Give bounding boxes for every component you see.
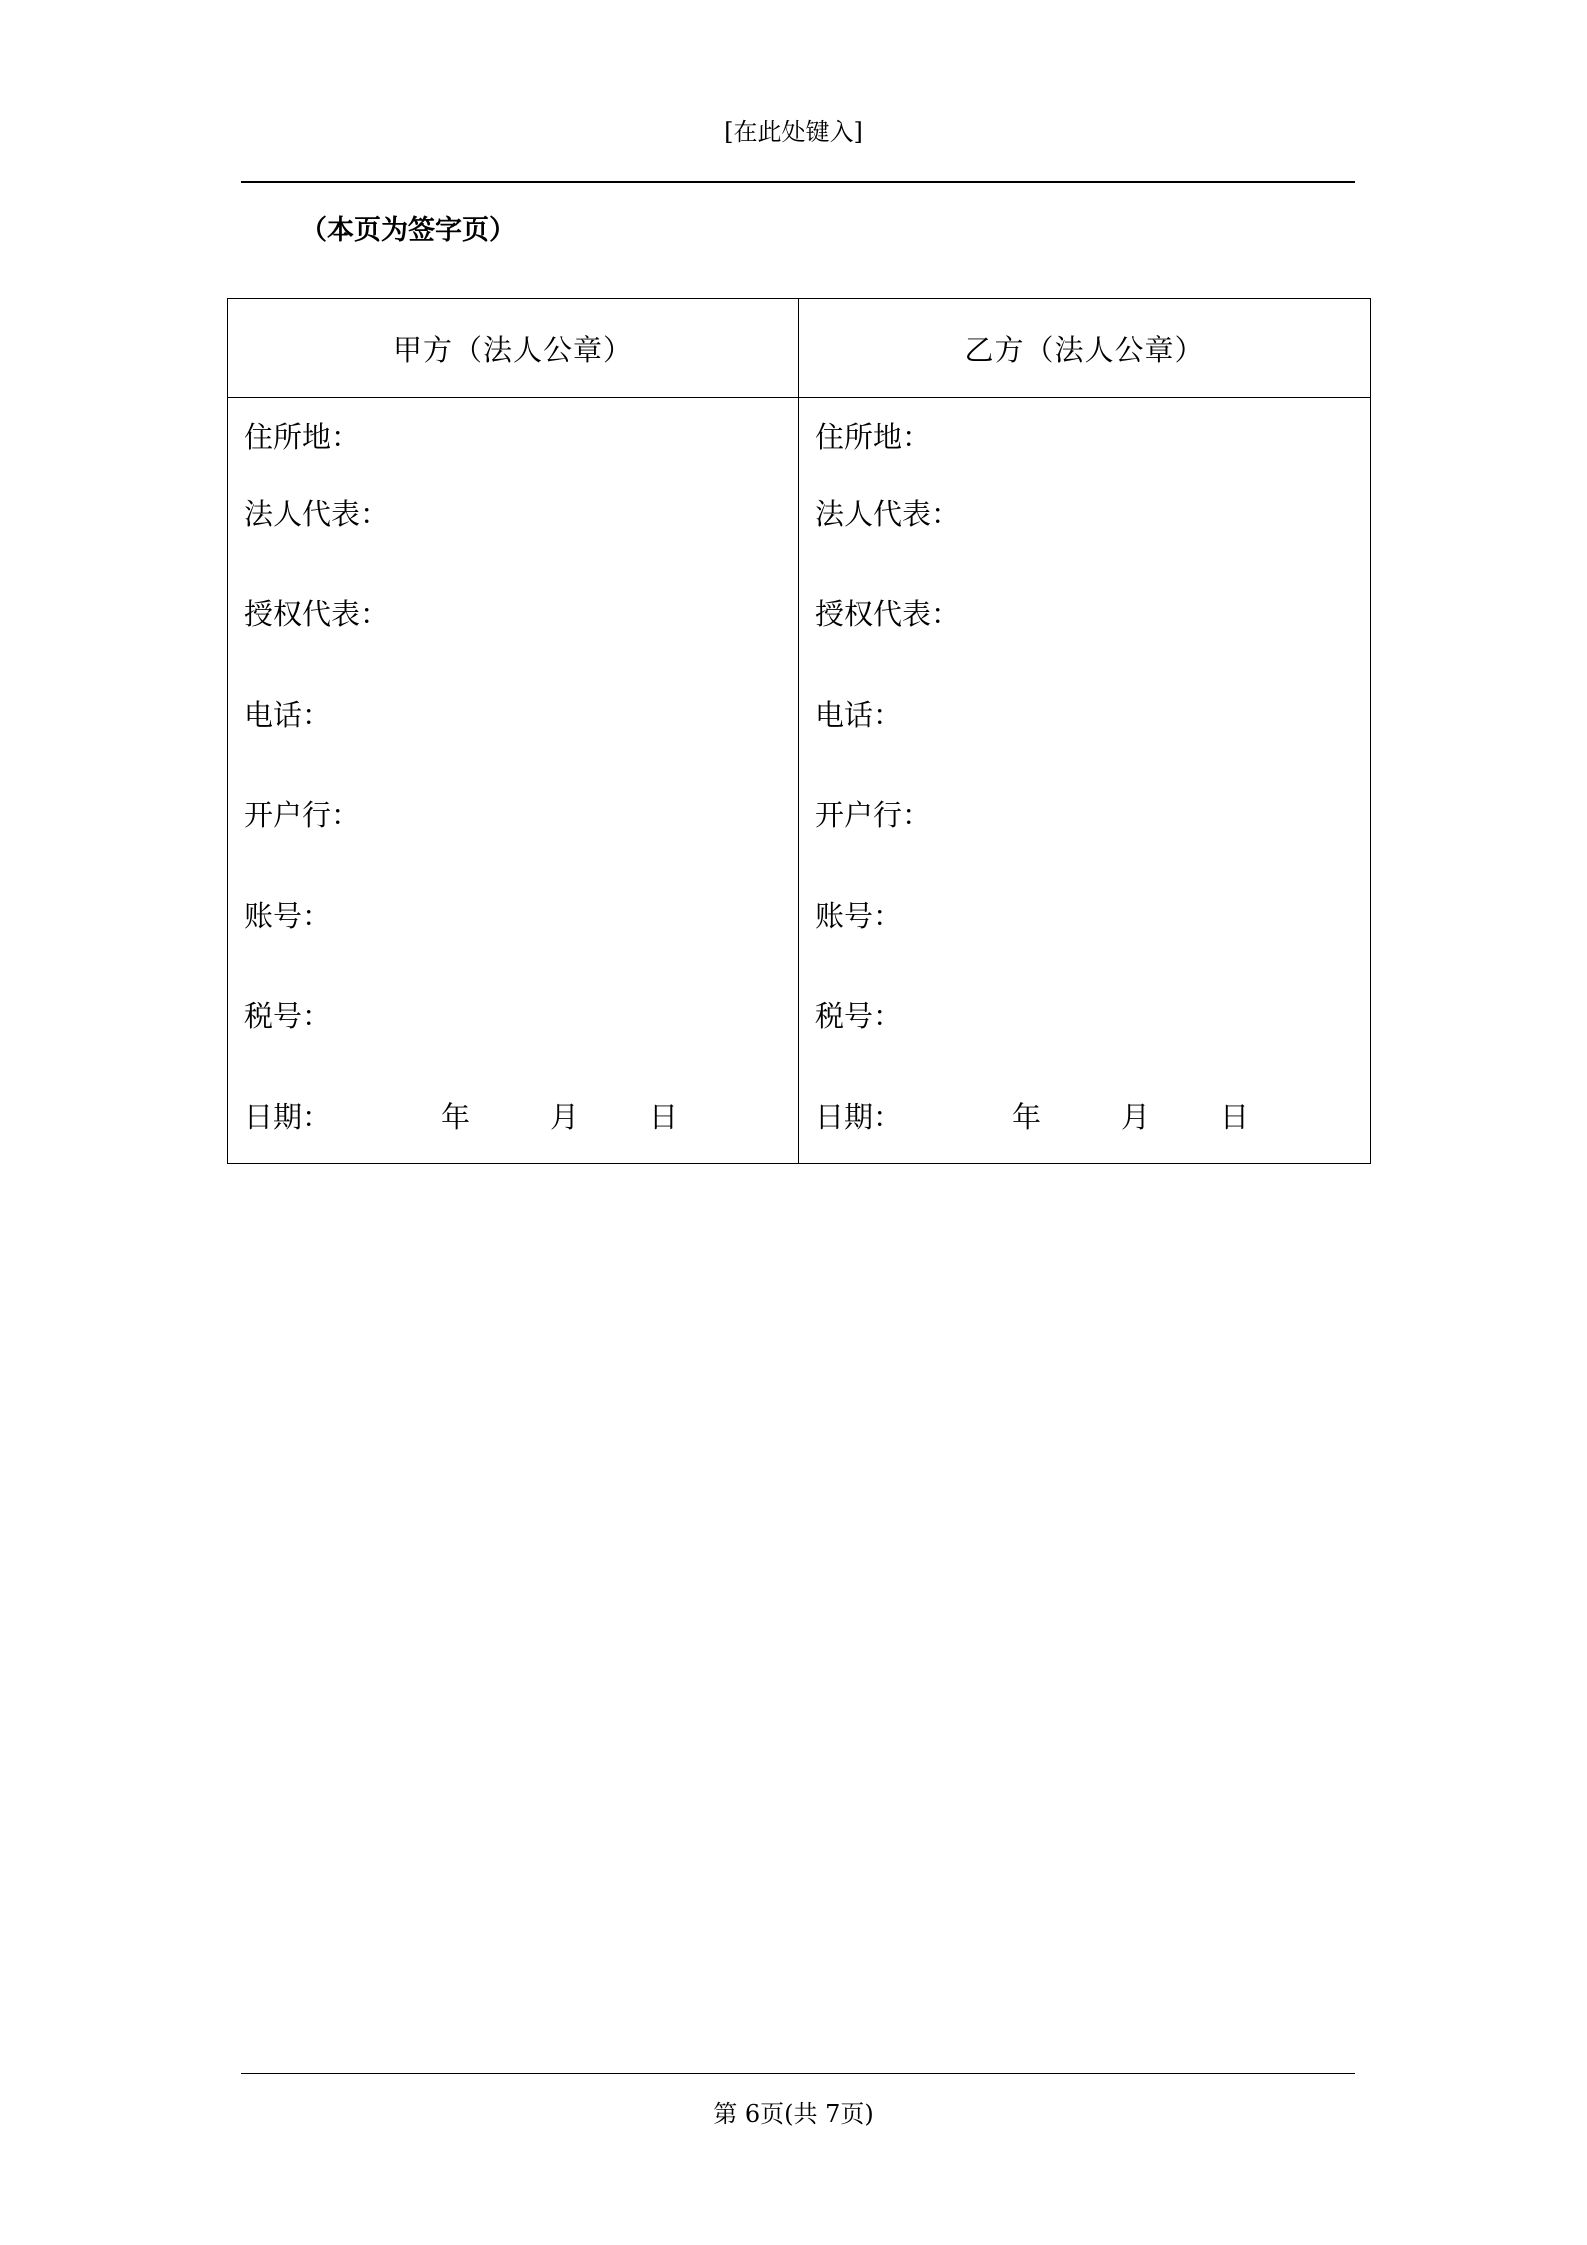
party-a-date-label: 日期： <box>244 1099 332 1134</box>
party-a-date-day: 日 <box>649 1099 679 1134</box>
party-b-column <box>799 299 1370 1163</box>
party-b-date-month: 月 <box>1121 1099 1151 1134</box>
footer-rule <box>241 2073 1355 2074</box>
party-b-date-day: 日 <box>1220 1099 1250 1134</box>
party-a-column <box>228 299 799 1163</box>
party-b-legal-rep-label: 法人代表： <box>815 496 961 531</box>
party-a-phone-label: 电话： <box>244 697 332 732</box>
party-b-authorized-rep-label: 授权代表： <box>815 597 961 632</box>
party-a-title: 甲方（法人公章） <box>228 299 798 398</box>
party-b-account-label: 账号： <box>815 898 903 933</box>
header-rule <box>241 181 1355 183</box>
signature-table <box>227 298 1371 1164</box>
party-b-tax-id-label: 税号： <box>815 999 903 1034</box>
party-a-date-year: 年 <box>441 1099 471 1134</box>
party-a-authorized-rep-label: 授权代表： <box>244 597 390 632</box>
party-b-date-year: 年 <box>1012 1099 1042 1134</box>
party-b-date-label: 日期： <box>815 1099 903 1134</box>
party-b-phone-label: 电话： <box>815 697 903 732</box>
party-a-address-label: 住所地： <box>244 420 361 454</box>
party-b-title: 乙方（法人公章） <box>799 299 1370 398</box>
party-a-fields <box>228 398 798 1164</box>
party-a-bank-label: 开户行： <box>244 798 361 833</box>
party-a-tax-id-label: 税号： <box>244 999 332 1034</box>
party-a-legal-rep-label: 法人代表： <box>244 496 390 531</box>
party-b-fields <box>799 398 1370 1164</box>
party-a-account-label: 账号： <box>244 898 332 933</box>
party-b-address-label: 住所地： <box>815 420 932 454</box>
page-footer: 第 6页(共 7页) <box>713 2100 874 2128</box>
party-b-bank-label: 开户行： <box>815 798 932 833</box>
party-a-date-row <box>244 1063 798 1164</box>
page-header: [在此处键入] <box>724 118 863 146</box>
party-b-date-row <box>815 1063 1370 1164</box>
signature-page-note: （本页为签字页） <box>300 215 516 246</box>
party-a-date-month: 月 <box>550 1099 580 1134</box>
